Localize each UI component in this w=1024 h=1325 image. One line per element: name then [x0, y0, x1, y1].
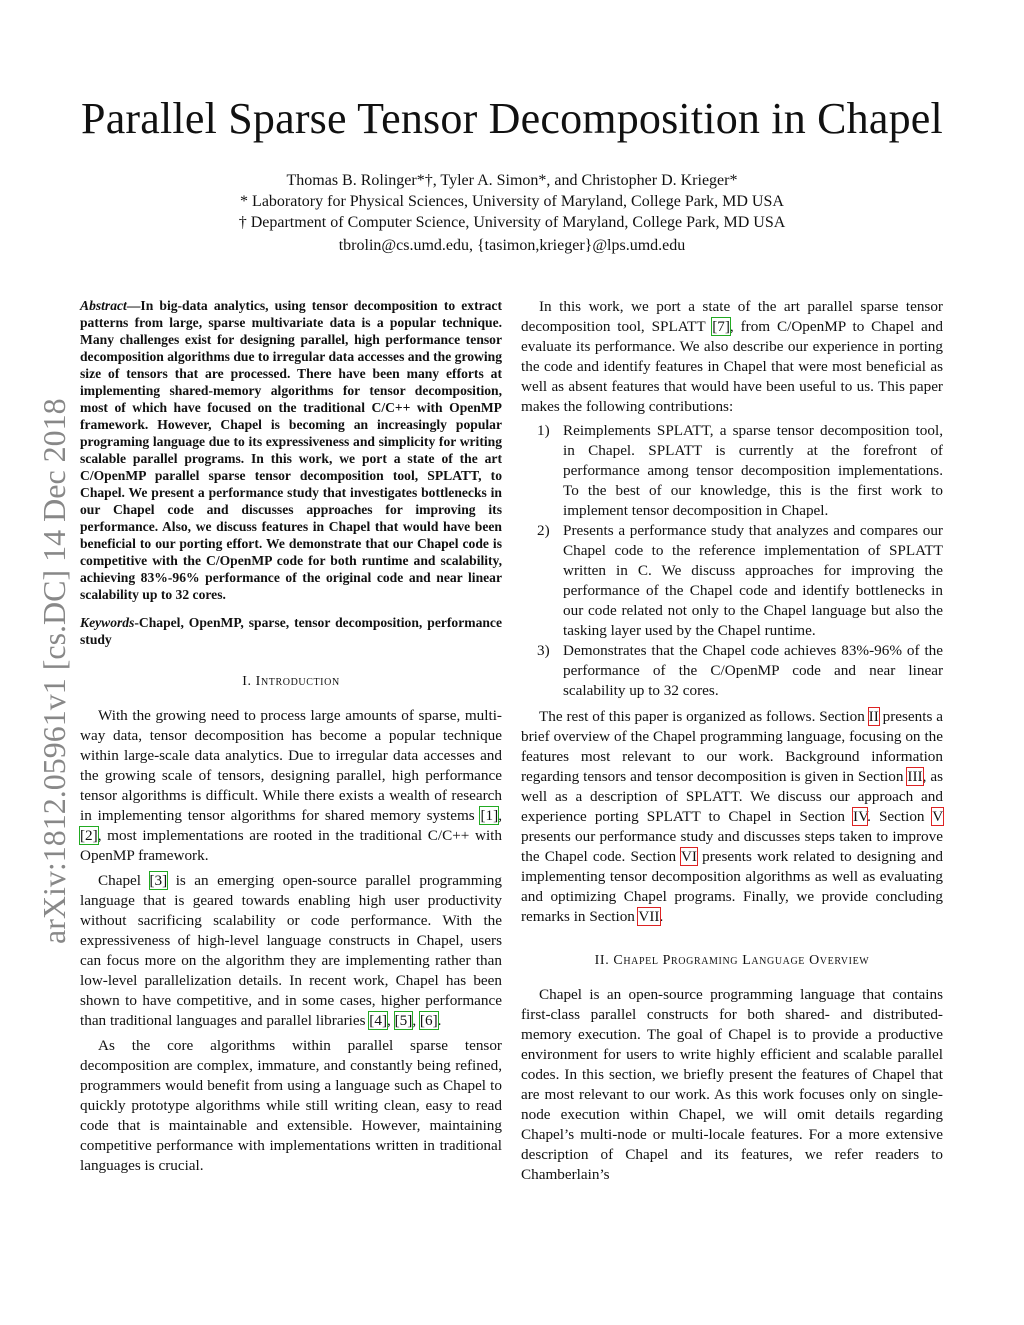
organization-text-b: presents a brief overview of the Chapel programming language, focusing on the features most relevant to our work. Background information regarding tensors and tensor decomposition is given in Section	[521, 708, 943, 785]
contribution-number: 3)	[537, 642, 550, 659]
author-block	[0, 170, 1024, 256]
citation-link-1[interactable]: [1]	[480, 807, 499, 824]
right-paragraph-2	[521, 707, 943, 927]
left-column	[80, 297, 502, 1176]
intro-p2-start: Chapel	[98, 872, 150, 889]
contribution-text: Presents a performance study that analyzes and compares our Chapel code to the reference implementation of SPLATT written in C. We discuss approaches for improving the performance of the Chapel code and identify bottlenecks in our code related not only to the Chapel language but also the tasking layer used by the Chapel runtime.	[563, 522, 943, 639]
right-column	[521, 297, 943, 1185]
keywords	[80, 614, 502, 648]
intro-paragraph-1	[80, 706, 502, 866]
abstract-text: —In big-data analytics, using tensor decomposition to extract patterns from large, sparse multivariate data is a popular technique. Many challenges exist for designing parallel, high performance tensor decomposition algorithms due to irregular data accesses and the growing size of tensors that are processed. There have been many efforts at implementing shared-memory algorithms for tensor decomposition, most of which have focused on the traditional C/C++ with OpenMP framework. However, Chapel is becoming an increasingly popular programing language due to its expressiveness and simplicity for writing scalable parallel programs. In this work, we port a state of the art C/OpenMP parallel sparse tensor decomposition tool, SPLATT, to Chapel. We present a performance study that investigates bottlenecks in our Chapel code and discusses approaches for improving its performance. Also, we discuss features in Chapel that would have been beneficial to our porting effort. We demonstrate that our Chapel code is competitive with the C/OpenMP code for both runtime and scalability, achieving 83%-96% performance of the original code and near linear scalability up to 32 cores.	[80, 298, 502, 602]
intro-p1-end: , most implementations are rooted in the traditional C/C++ with OpenMP framework.	[80, 827, 502, 864]
section-link-4[interactable]: IV	[853, 808, 868, 825]
organization-text-g: .	[659, 908, 664, 925]
contribution-item	[521, 521, 943, 641]
organization-text-c: , as well as a description of SPLATT. We discuss our approach and experience porting SPLATT to Chapel in Section	[521, 768, 943, 825]
author-names: Thomas B. Rolinger*†, Tyler A. Simon*, and Christopher D. Krieger*	[286, 172, 738, 189]
citation-link-6[interactable]: [6]	[419, 1012, 438, 1029]
contribution-number: 2)	[537, 522, 550, 539]
citation-separator: ,	[498, 807, 502, 824]
intro-p2-mid: is an emerging open-source parallel programming language that is geared towards enabling high user productivity without sacrificing scalability or code performance. With the expressiveness of high-level language constructs in Chapel, users can focus more on the algorithm they are implementing rather than low-level parallelization details. In recent work, Chapel has been shown to have competitive, and in some cases, higher performance than traditional languages and parallel libraries	[80, 872, 502, 1029]
section-link-2[interactable]: II	[868, 708, 879, 725]
citation-link-2[interactable]: [2]	[80, 827, 98, 844]
abstract	[80, 297, 502, 603]
section-link-3[interactable]: III	[907, 768, 923, 785]
intro-p2-end: .	[437, 1012, 442, 1029]
affiliation-2: † Department of Computer Science, University of Maryland, College Park, MD USA	[238, 214, 786, 231]
contribution-item	[521, 641, 943, 701]
paper-title: Parallel Sparse Tensor Decomposition in Chapel	[81, 94, 943, 143]
organization-text-f: presents work related to designing and implementing tensor decomposition algorithms as well as evaluating and optimizing Chapel programs. Finally, we provide concluding remarks in Section	[521, 848, 943, 925]
abstract-label: Abstract	[80, 298, 127, 313]
arxiv-stamp	[34, 348, 74, 944]
section-heading-introduction: I. Introduction	[242, 674, 340, 689]
organization-text-a: The rest of this paper is organized as follows. Section	[539, 708, 869, 725]
contribution-item	[521, 421, 943, 521]
right-p1-start: In this work, we port a state of the art parallel sparse tensor decomposition tool, SPLATT	[521, 298, 943, 335]
organization-text-e: presents our performance study and discusses steps taken to improve the Chapel code. Section	[521, 828, 943, 865]
intro-p1-text: With the growing need to process large amounts of sparse, multi-way data, tensor decomposition has become a popular technique within large-scale data analytics. Due to irregular data accesses and the growing scale of tensors, designing parallel, high performance tensor algorithms is difficult. While there exists a wealth of research in implementing tensor algorithms for shared memory systems	[80, 707, 502, 824]
citation-link-5[interactable]: [5]	[394, 1012, 413, 1029]
section-link-7[interactable]: VII	[638, 908, 660, 925]
affiliation-1: * Laboratory for Physical Sciences, University of Maryland, College Park, MD USA	[240, 193, 784, 210]
right-p1-end: , from C/OpenMP to Chapel and evaluate its performance. We also describe our experience in porting the code and identify features in Chapel that were most beneficial as well as absent features that would have been useful to us. This paper makes the following contributions:	[521, 318, 943, 415]
intro-paragraph-3: As the core algorithms within parallel sparse tensor decomposition are complex, immature, and constantly being refined, programmers would benefit from using a language such as Chapel to quickly prototype algorithms while still writing clean, easy to read code that is maintainable and extensible. However, maintaining competitive performance with implementations written in traditional languages is crucial.	[80, 1037, 502, 1174]
keywords-text: -Chapel, OpenMP, sparse, tensor decomposition, performance study	[80, 615, 502, 647]
intro-paragraph-2: Chapel [3] is an emerging open-source parallel programming language that is geared towards enabling high user productivity without sacrificing scalability or code performance. With the expressiveness of high-level language constructs in Chapel, users can focus more on the algorithm they are implementing rather than low-level parallelization details. In recent work, Chapel has been shown to have competitive, and in some cases, higher performance than traditional languages and parallel libraries [4], [5], [6].	[80, 872, 502, 1029]
citation-link-3[interactable]: [3]	[149, 872, 168, 889]
section-link-6[interactable]: VI	[680, 848, 697, 865]
right-paragraph-1	[521, 297, 943, 417]
author-emails: tbrolin@cs.umd.edu, {tasimon,krieger}@lps.umd.edu	[338, 237, 686, 254]
contribution-list	[521, 421, 943, 701]
section-heading-chapel-overview: II. Chapel Programing Language Overview	[594, 953, 870, 968]
keywords-label: Keywords	[80, 615, 135, 630]
contribution-text: Demonstrates that the Chapel code achieves 83%-96% of the performance of the C/OpenMP code and near linear scalability up to 32 cores.	[563, 642, 943, 699]
citation-link-7[interactable]: [7]	[712, 318, 730, 335]
contribution-number: 1)	[537, 422, 550, 439]
chapel-overview-paragraph: Chapel is an open-source programming language that contains first-class parallel constructs for both shared- and distributed-memory execution. The goal of Chapel is to provide a productive environment for users to write highly efficient and scalable parallel codes. In this section, we briefly present the features of Chapel that are most relevant to our work. As this work focuses only on single-node execution within Chapel, we will omit details regarding Chapel’s multi-node or multi-locale features. For a more extensive description of Chapel and its features, we refer readers to Chamberlain’s	[521, 986, 943, 1183]
citation-link-4[interactable]: [4]	[369, 1012, 388, 1029]
organization-text-d: . Section	[867, 808, 933, 825]
contribution-text: Reimplements SPLATT, a sparse tensor decomposition tool, in Chapel. SPLATT is currently at the forefront of performance among tensor decomposition implementations. To the best of our knowledge, this is the first work to implement tensor decomposition in Chapel.	[563, 422, 943, 519]
section-link-5[interactable]: V	[932, 808, 943, 825]
arxiv-stamp-text: arXiv:1812.05961v1 [cs.DC] 14 Dec 2018	[36, 398, 72, 944]
